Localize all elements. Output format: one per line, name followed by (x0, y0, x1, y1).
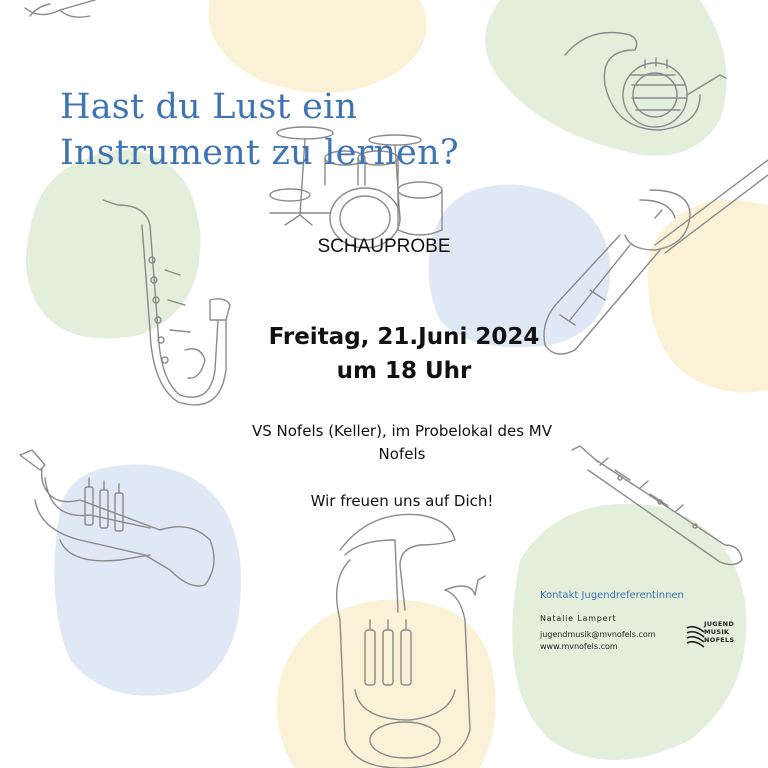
event-date (20, 320, 768, 388)
event-subtitle: SCHAUPROBE (317, 236, 451, 257)
headline-line-2: Instrument zu lernen? (60, 133, 459, 173)
contact-name: Natalie Lampert (540, 614, 617, 623)
event-location (18, 420, 768, 466)
blob-yellow-top (209, 0, 427, 93)
headline (60, 84, 459, 176)
headline-line-1: Hast du Lust ein (60, 87, 358, 127)
contact-email[interactable]: jugendmusik@mvnofels.com (540, 630, 656, 639)
event-date-line-1: Freitag, 21.Juni 2024 (268, 324, 540, 350)
blob-green-topright (485, 0, 727, 156)
event-location-line-1: VS Nofels (Keller), im Probelokal des MV (251, 422, 553, 440)
logo-wave-icon (686, 622, 706, 648)
trumpet-partial-icon (25, 0, 95, 17)
logo-text (704, 620, 734, 644)
jugendmusik-logo (686, 618, 746, 652)
invite-text: Wir freuen uns auf Dich! (310, 492, 494, 510)
logo-line-2: MUSIK (704, 628, 730, 636)
event-location-line-2: Nofels (378, 445, 426, 463)
contact-website[interactable]: www.mvnofels.com (540, 642, 618, 651)
logo-line-1: JUGEND (704, 620, 735, 628)
event-date-line-2: um 18 Uhr (336, 358, 472, 384)
contact-title: Kontakt Jugendreferentinnen (540, 590, 684, 601)
logo-line-3: NOFELS (704, 636, 735, 644)
blob-yellow-bottom (277, 600, 495, 768)
